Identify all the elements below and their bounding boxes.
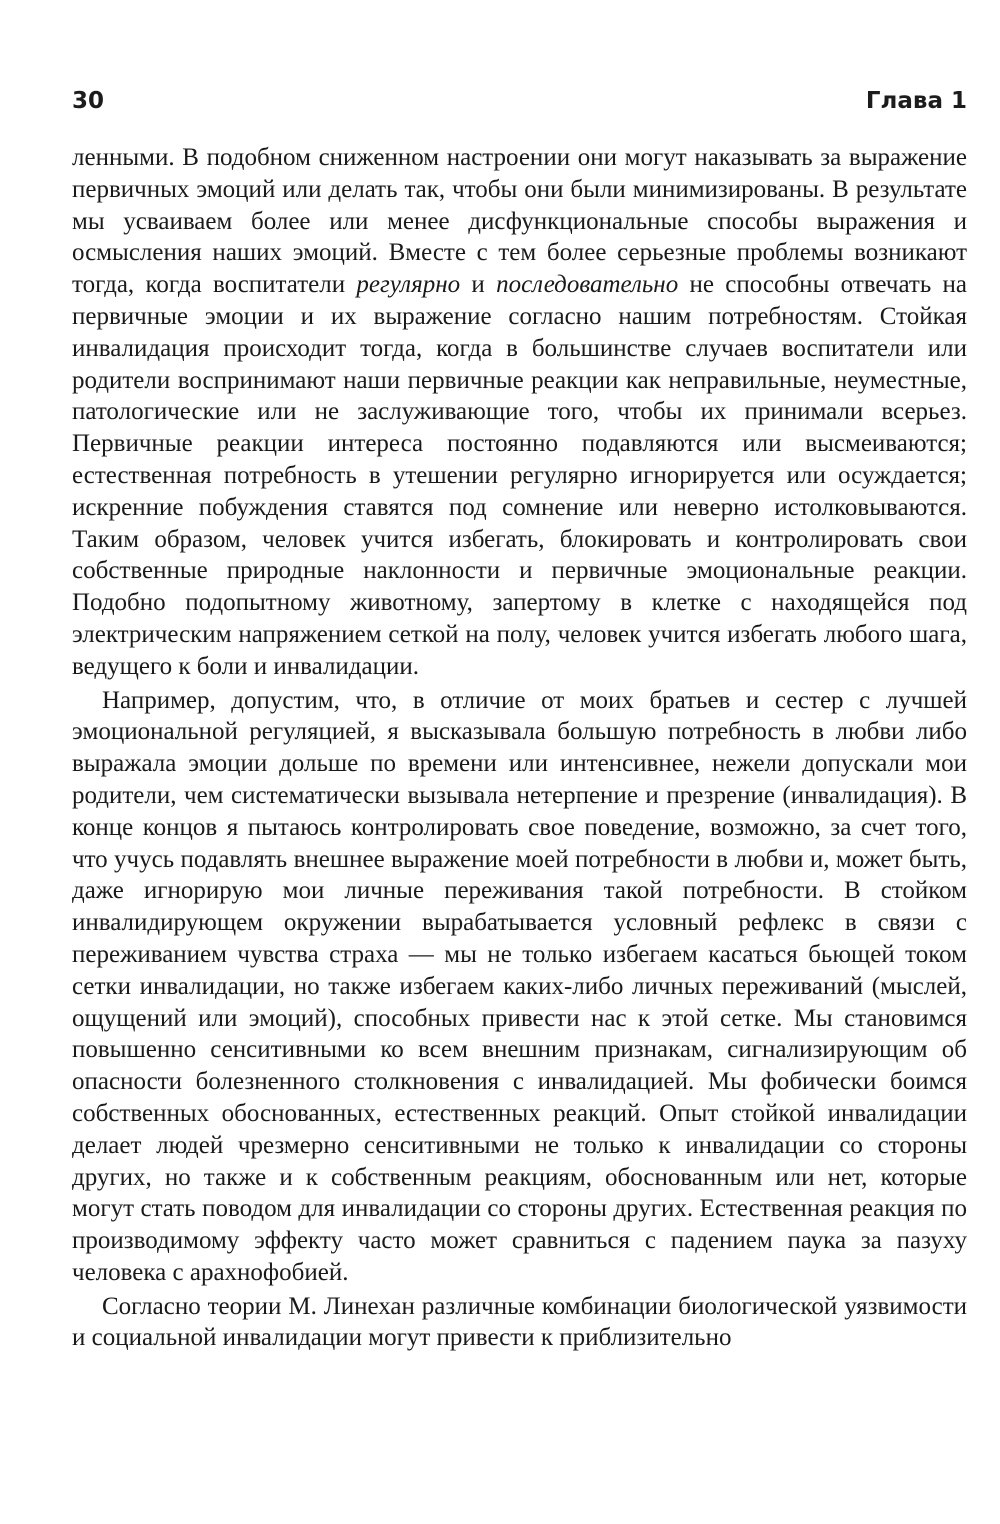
running-head xyxy=(72,88,967,128)
text-run: ленными. В подобном сниженном настроении они могут наказывать за выражение первичных эмоций или делать так, чтобы они были минимизированы. В результате мы усваиваем более или менее дисфункциональные способы выражения и осмысления наших эмоций. Вместе с тем более серьезные проблемы возникают тогда, когда воспитатели xyxy=(72,144,967,299)
paragraph-2 xyxy=(72,685,967,1289)
text-run: не способны отвечать на первичные эмоции и их выражение согласно нашим потребностям. Стойкая инвалидация происходит тогда, когда в большинстве случаев воспитатели или родители воспринимают наши первичные реакции как неправильные, неуместные, патологические или не заслуживающие того, чтобы их принимали всерьез. Первичные реакции интереса постоянно подавляются или высмеиваются; естественная потребность в утешении регулярно игнорируется или осуждается; искренние побуждения ставятся под сомнение или неверно истолковываются. Таким образом, человек учится избегать, блокировать и контролировать свои собственные природные наклонности и первичные эмоциональные реакции. Подобно подопытному животному, запертому в клетке с находящейся под электрическим напряжением сеткой на полу, человек учится избегать любого шага, ведущего к боли и инвалидации. xyxy=(72,271,967,680)
text-run: и xyxy=(460,271,497,299)
text-run: Например, допустим, что, в отличие от моих братьев и сестер с лучшей эмоциональной регуляцией, я высказывала большую потребность в любви либо выражала эмоции дольше по времени или интенсивнее, нежели допускали мои родители, чем систематически вызывала нетерпение и презрение (инвалидация). В конце концов я пытаюсь контролировать свое поведение, возможно, за счет того, что учусь подавлять внешнее выражение моей потребности в любви и, может быть, даже игнорирую мои личные переживания такой потребности. В стойком инвалидирующем окружении вырабатывается условный рефлекс в связи с переживанием чувства страха — мы не только избегаем касаться бьющей током сетки инвалидации, но также избегаем каких-либо личных переживаний (мыслей, ощущений или эмоций), способных привести нас к этой сетке. Мы становимся повышенно сенситивными ко всем внешним признакам, сигнализирующим об опасности болезненного столкновения с инвалидацией. Мы фобически боимся собственных обоснованных, естественных реакций. Опыт стойкой инвалидации делает людей чрезмерно сенситивными не только к инвалидации со стороны других, но также и к собственным реакциям, обоснованным или нет, которые могут стать поводом для инвалидации со стороны других. Естественная реакция по производимому эффекту часто может сравниться с падением паука за пазуху человека с арахнофобией. xyxy=(72,686,967,1286)
text-run: Согласно теории М. Линехан различные комбинации биологической уязвимости и социальной инвалидации могут привести к приблизительно xyxy=(72,1292,967,1352)
chapter-title: Глава 1 xyxy=(865,88,967,114)
paragraph-1 xyxy=(72,142,967,683)
italic-text-run: регулярно xyxy=(356,271,461,299)
body-text xyxy=(72,142,967,1354)
italic-text-run: последовательно xyxy=(496,271,679,299)
page-number: 30 xyxy=(72,88,105,114)
paragraph-3 xyxy=(72,1291,967,1355)
